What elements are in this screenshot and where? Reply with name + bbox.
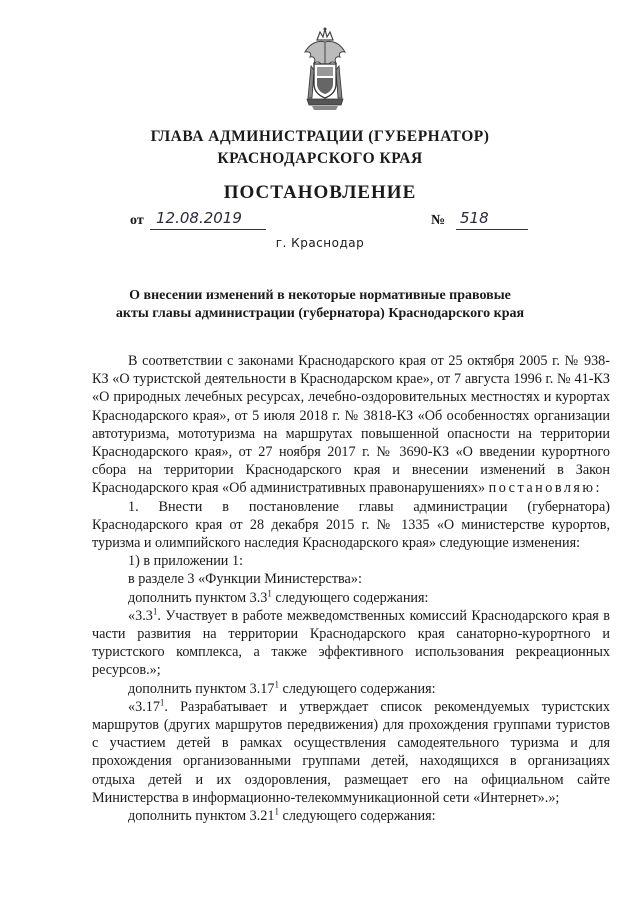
title-line-1: О внесении изменений в некоторые нормативные правовые xyxy=(129,288,511,303)
paragraph-add-3-17-1 xyxy=(92,680,610,698)
superscript: 1 xyxy=(274,678,279,689)
issuing-city: г. Краснодар xyxy=(275,236,365,250)
number-prefix: № xyxy=(431,213,446,228)
resolve-word: постановляю: xyxy=(488,480,602,497)
paragraph-section-3: в разделе 3 «Функции Министерства»: xyxy=(128,571,362,588)
paragraph-item-1: 1. Внести в постановление главы администрации (губернатора) Краснодарского края от 28 декабря 2015 г. № 1335 «О министерстве курортов, туризма и олимпийского наследия Краснодарского края» следующие изменения: xyxy=(92,498,610,552)
authority-title-line-2: КРАСНОДАРСКОГО КРАЯ xyxy=(217,150,423,167)
text-fragment: следующего содержания: xyxy=(278,808,436,825)
text-fragment: дополнить пунктом 3.21 xyxy=(128,808,275,825)
paragraph-subitem-1: 1) в приложении 1: xyxy=(128,553,243,570)
paragraph-preamble xyxy=(92,352,610,498)
text-fragment: дополнить пунктом 3.17 xyxy=(128,680,275,697)
date-number-row xyxy=(0,208,640,234)
text-fragment: дополнить пунктом 3.3 xyxy=(128,589,268,606)
date-prefix: от xyxy=(130,213,144,228)
authority-title-line-1: ГЛАВА АДМИНИСТРАЦИИ (ГУБЕРНАТОР) xyxy=(150,128,490,145)
superscript: 1 xyxy=(152,606,158,617)
text-fragment: следующего содержания: xyxy=(278,680,436,697)
text-fragment: . Разрабатывает и утверждает список рекомендуемых туристских маршрутов (других маршрутов передвижения) для прохождения группами туристов с участием детей в рамках осуществления самодеятельного туризма и для прохождения организованными группами детей, находящихся в организациях отдыха детей и их оздоровления, размещает его на официальном сайте Министерства в информационно-телекоммуникационной сети «Интернет».»; xyxy=(92,698,610,806)
document-type: ПОСТАНОВЛЕНИЕ xyxy=(223,182,417,203)
paragraph-clause-3-17-1 xyxy=(92,698,610,807)
document-title xyxy=(80,287,560,323)
superscript: 1 xyxy=(267,587,272,598)
title-line-2: акты главы администрации (губернатора) Краснодарского края xyxy=(115,306,525,321)
document-body xyxy=(92,352,610,825)
text-fragment: . Участвует в работе межведомственных комиссий Краснодарского края в части развития на территории Краснодарского края санаторно-курортного и туристского комплекса, а также эффективного использования рекреационных ресурсов.»; xyxy=(92,607,610,679)
text-fragment: следующего содержания: xyxy=(271,589,429,606)
document-date: 12.08.2019 xyxy=(150,208,266,230)
preamble-text: В соответствии с законами Краснодарского края от 25 октября 2005 г. № 938-КЗ «О туристской деятельности в Краснодарском крае», от 7 августа 1996 г. № 41-КЗ «О природных лечебных ресурсах, лечебно-оздоровительных местностях и курортах Краснодарского края», от 5 июля 2018 г. № 3818-КЗ «Об особенностях организации автотуризма, мототуризма на маршрутах повышенной опасности на территории Краснодарского края», от 27 ноября 2017 г. № 3690-КЗ «О введении курортного сбора на территории Краснодарского края и внесении изменений в Закон Краснодарского края «Об административных правонарушениях» xyxy=(92,353,610,497)
paragraph-add-3-21-1 xyxy=(92,807,610,825)
paragraph-add-3-3-1 xyxy=(92,589,610,607)
document-number: 518 xyxy=(456,208,528,230)
coat-of-arms-icon xyxy=(302,26,348,112)
text-fragment: «3.3 xyxy=(128,607,153,624)
paragraph-clause-3-3-1 xyxy=(92,607,610,680)
text-fragment: «3.17 xyxy=(128,698,160,715)
superscript: 1 xyxy=(159,697,165,708)
superscript: 1 xyxy=(274,806,279,817)
